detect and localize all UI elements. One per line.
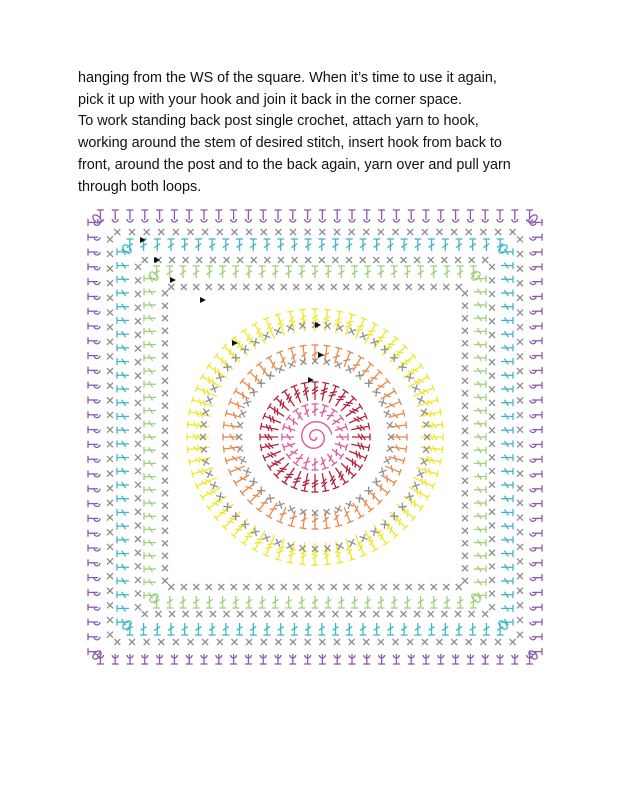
dc-symbol bbox=[230, 466, 245, 472]
sc-symbol bbox=[421, 460, 428, 465]
sc-symbol bbox=[374, 338, 376, 346]
tr-symbol bbox=[383, 329, 389, 333]
tr-symbol bbox=[267, 465, 271, 471]
tr-symbol bbox=[357, 326, 364, 327]
dc-symbol bbox=[403, 410, 405, 417]
dc-symbol bbox=[225, 457, 227, 464]
tr-symbol bbox=[235, 529, 242, 530]
tr-symbol bbox=[282, 402, 283, 409]
dc-symbol bbox=[255, 375, 256, 382]
tr-symbol bbox=[399, 518, 400, 525]
tr-symbol bbox=[343, 404, 350, 405]
dc-symbol bbox=[288, 525, 295, 527]
dc-symbol bbox=[329, 455, 332, 462]
sc-symbol bbox=[227, 503, 228, 511]
dc-symbol bbox=[335, 525, 342, 527]
tr-symbol bbox=[324, 564, 331, 565]
dc-symbol bbox=[290, 451, 297, 454]
dc-symbol bbox=[385, 402, 400, 408]
tr-symbol bbox=[267, 404, 271, 410]
tr-symbol bbox=[324, 309, 331, 310]
sc-symbol bbox=[254, 528, 256, 536]
tr-symbol bbox=[368, 423, 369, 430]
sc-symbol bbox=[288, 543, 293, 550]
dc-symbol bbox=[373, 492, 374, 499]
sc-symbol bbox=[338, 324, 343, 331]
tr-symbol bbox=[187, 421, 188, 428]
tr-symbol bbox=[442, 446, 443, 453]
sc-symbol bbox=[387, 446, 394, 451]
tr-symbol bbox=[294, 478, 301, 479]
tr-symbol bbox=[337, 562, 344, 563]
tr-symbol bbox=[387, 344, 394, 345]
dc-symbol bbox=[324, 345, 331, 346]
tr-symbol bbox=[343, 389, 349, 393]
tr-symbol bbox=[404, 507, 405, 514]
tr-symbol bbox=[189, 459, 190, 466]
instruction-line: To work standing back post single crochet, attach yarn to hook, bbox=[78, 113, 479, 130]
tr-symbol bbox=[255, 542, 262, 543]
tr-symbol bbox=[293, 481, 300, 482]
tr-symbol bbox=[280, 399, 281, 406]
dc-symbol bbox=[406, 422, 407, 429]
tr-symbol bbox=[343, 481, 349, 485]
instruction-line: through both loops. bbox=[78, 178, 202, 195]
sc-symbol bbox=[301, 509, 306, 516]
instruction-line: front, around the post and to the back again, yarn over and pull yarn bbox=[78, 156, 511, 173]
dc-symbol bbox=[298, 412, 301, 419]
dc-symbol bbox=[335, 347, 342, 349]
tr-symbol bbox=[348, 468, 349, 475]
tr-symbol bbox=[330, 392, 337, 393]
tr-symbol bbox=[322, 382, 329, 383]
start-marker-icon bbox=[170, 277, 176, 283]
tr-symbol bbox=[280, 468, 287, 469]
dc-symbol bbox=[223, 422, 224, 429]
magic-ring-symbol bbox=[302, 422, 332, 449]
dc-symbol bbox=[253, 495, 260, 496]
sc-symbol bbox=[249, 392, 257, 393]
tr-symbol bbox=[346, 465, 347, 472]
tr-symbol bbox=[260, 444, 261, 451]
dc-symbol bbox=[225, 410, 227, 417]
tr-symbol bbox=[287, 311, 294, 312]
tr-symbol bbox=[241, 329, 247, 333]
tr-symbol bbox=[270, 415, 271, 422]
tr-symbol bbox=[277, 470, 284, 471]
tr-symbol bbox=[383, 541, 389, 545]
sc-symbol bbox=[241, 349, 249, 350]
sc-symbol bbox=[270, 494, 271, 502]
tr-symbol bbox=[299, 309, 306, 310]
sc-symbol bbox=[324, 546, 331, 551]
tr-symbol bbox=[368, 444, 369, 451]
dc-symbol bbox=[333, 420, 340, 423]
tr-symbol bbox=[207, 389, 208, 396]
dc-symbol bbox=[235, 475, 249, 483]
sc-symbol bbox=[372, 481, 380, 482]
instruction-line: hanging from the WS of the square. When it’s time to use it again, bbox=[78, 70, 497, 86]
tr-symbol bbox=[356, 451, 357, 458]
dc-symbol bbox=[269, 357, 277, 371]
tr-symbol bbox=[267, 543, 274, 544]
tr-symbol bbox=[287, 562, 294, 563]
tr-symbol bbox=[301, 382, 308, 383]
dc-symbol bbox=[332, 462, 338, 466]
tr-symbol bbox=[301, 490, 308, 491]
dc-symbol bbox=[381, 391, 395, 399]
dc-symbol bbox=[353, 503, 361, 517]
dc-symbol bbox=[403, 457, 405, 464]
tr-symbol bbox=[440, 409, 441, 416]
sc-symbol bbox=[424, 421, 429, 428]
dc-symbol bbox=[391, 465, 392, 472]
dc-symbol bbox=[280, 513, 287, 514]
tr-symbol bbox=[419, 505, 423, 511]
tr-symbol bbox=[419, 363, 423, 369]
tr-symbol bbox=[322, 490, 329, 491]
tr-symbol bbox=[359, 452, 360, 459]
sc-symbol bbox=[406, 496, 414, 498]
tr-symbol bbox=[359, 465, 363, 471]
dc-symbol bbox=[288, 347, 295, 349]
tr-symbol bbox=[420, 490, 421, 497]
tr-symbol bbox=[273, 416, 274, 423]
dc-symbol bbox=[223, 446, 224, 453]
tr-symbol bbox=[238, 526, 245, 527]
tr-symbol bbox=[421, 478, 422, 485]
tr-symbol bbox=[368, 331, 375, 332]
sc-symbol bbox=[324, 359, 329, 366]
dc-symbol bbox=[293, 408, 299, 412]
tr-symbol bbox=[442, 421, 443, 428]
sc-symbol bbox=[237, 423, 244, 428]
dc-symbol bbox=[340, 454, 344, 460]
tr-symbol bbox=[407, 509, 408, 516]
tr-symbol bbox=[425, 479, 426, 486]
instruction-line: pick it up with your hook and join it back in the corner space. bbox=[78, 91, 462, 108]
dc-symbol bbox=[344, 507, 350, 522]
dc-symbol bbox=[237, 402, 238, 409]
tr-symbol bbox=[187, 446, 188, 453]
dc-symbol bbox=[286, 454, 290, 460]
start-marker-icon bbox=[200, 297, 206, 303]
tr-symbol bbox=[230, 349, 231, 356]
tr-symbol bbox=[224, 512, 240, 528]
dc-symbol bbox=[370, 377, 377, 378]
tr-symbol bbox=[207, 505, 211, 511]
instruction-line: working around the stem of desired stitch, insert hook from back to bbox=[78, 135, 502, 152]
tr-symbol bbox=[440, 459, 441, 466]
tr-symbol bbox=[396, 352, 403, 353]
sc-symbol bbox=[381, 524, 389, 525]
tr-symbol bbox=[282, 481, 288, 485]
dc-symbol bbox=[343, 359, 350, 360]
sc-symbol bbox=[299, 323, 306, 328]
tr-symbol bbox=[204, 388, 205, 395]
sc-symbol bbox=[201, 446, 206, 453]
dc-symbol bbox=[340, 415, 344, 421]
tr-symbol bbox=[329, 395, 336, 396]
tr-symbol bbox=[359, 404, 363, 410]
start-marker-icon bbox=[232, 340, 238, 346]
tr-symbol bbox=[241, 541, 247, 545]
tr-symbol bbox=[207, 363, 211, 369]
tr-symbol bbox=[299, 564, 306, 565]
tr-symbol bbox=[222, 357, 223, 364]
dc-symbol bbox=[300, 528, 307, 529]
sc-symbol bbox=[202, 410, 209, 415]
tr-symbol bbox=[224, 346, 240, 362]
tr-symbol bbox=[356, 329, 363, 330]
sc-symbol bbox=[216, 376, 224, 378]
dc-symbol bbox=[324, 528, 331, 529]
tr-symbol bbox=[260, 423, 261, 430]
tr-symbol bbox=[390, 512, 406, 528]
tr-symbol bbox=[346, 402, 353, 403]
tr-symbol bbox=[266, 547, 273, 548]
tr-symbol bbox=[390, 346, 406, 362]
dc-symbol bbox=[332, 408, 338, 412]
sc-symbol bbox=[402, 363, 403, 371]
dc-symbol bbox=[280, 352, 286, 367]
dc-symbol bbox=[406, 446, 407, 453]
dc-symbol bbox=[300, 345, 307, 346]
tr-symbol bbox=[385, 347, 392, 348]
sc-symbol bbox=[359, 371, 360, 379]
tr-symbol bbox=[225, 360, 226, 367]
tr-symbol bbox=[282, 389, 288, 393]
tr-symbol bbox=[209, 377, 210, 384]
dc-symbol bbox=[293, 462, 299, 466]
start-marker-icon bbox=[318, 352, 324, 358]
tr-symbol bbox=[189, 409, 190, 416]
tr-symbol bbox=[227, 521, 234, 522]
dc-symbol bbox=[286, 415, 290, 421]
tr-symbol bbox=[337, 311, 344, 312]
